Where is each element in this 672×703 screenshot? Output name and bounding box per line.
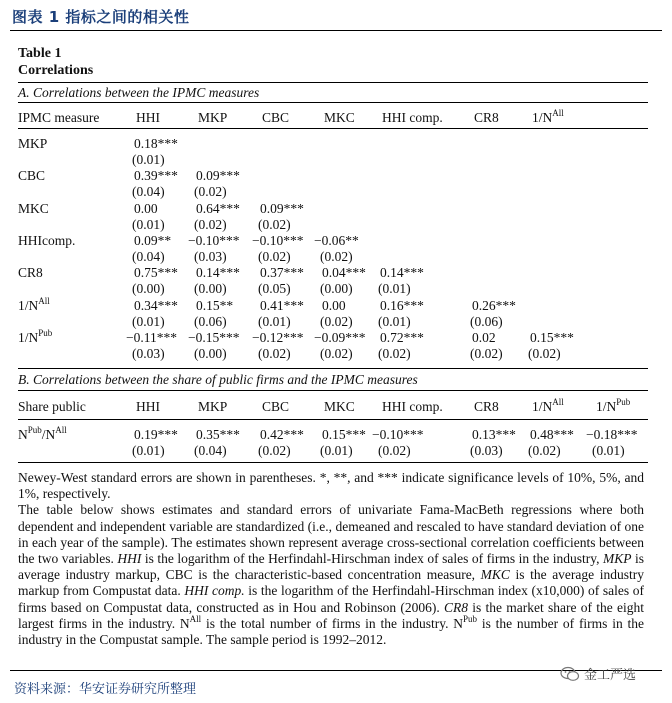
panel-a-col-header: MKP (198, 110, 228, 125)
panel-b-col-header: CR8 (474, 399, 499, 414)
panel-a-value: 0.15** (196, 297, 234, 313)
panel-a-value: 0.09** (134, 232, 172, 248)
panel-a-se: (0.02) (528, 345, 561, 361)
rule-panel-b-sub (18, 390, 648, 391)
panel-a-value: 0.04*** (322, 265, 366, 281)
panel-b-value: 0.15*** (322, 427, 366, 442)
panel-b-col-header: $1/N^{All}$ (532, 397, 564, 414)
panel-a-row-label: $1/N^{All}$ (18, 295, 50, 313)
panel-b-value: 0.48*** (530, 427, 574, 442)
panel-a-se: (0.00) (194, 281, 227, 297)
panel-a-value: 0.39*** (134, 168, 178, 184)
panel-a-value: 0.41*** (260, 297, 304, 313)
wechat-icon (560, 666, 580, 682)
panel-a-row-label: MKP (18, 136, 48, 151)
panel-a-row-label: HHIcomp. (18, 232, 76, 248)
panel-b-se: (0.03) (470, 443, 503, 458)
panel-a-value: 0.14*** (380, 265, 424, 281)
panel-a-value: 0.02 (472, 329, 496, 345)
panel-a-se: (0.02) (378, 345, 411, 361)
panel-b-row-label: $N^{Pub}/N^{All}$ (18, 425, 67, 442)
table-notes (18, 470, 644, 648)
panel-a-se: (0.02) (320, 345, 353, 361)
panel-b-col-header: CBC (262, 399, 290, 414)
panel-a-se: (0.00) (194, 345, 227, 361)
panel-a-se: (0.02) (258, 216, 291, 232)
panel-b-se: (0.02) (528, 443, 561, 458)
rule-panel-b-top (18, 368, 648, 369)
top-rule (10, 30, 662, 31)
panel-b-se: (0.04) (194, 443, 227, 458)
table-label: Table 1 (18, 46, 62, 61)
panel-a-value: 0.75*** (134, 265, 178, 281)
table-name: Correlations (18, 63, 94, 78)
panel-a-se: (0.00) (320, 281, 353, 297)
figure-title: 图表 1 指标之间的相关性 (12, 8, 190, 26)
panel-b-value: 0.19*** (134, 427, 178, 442)
notes-description: The table below shows estimates and standard errors of univariate Fama-MacBeth regressions where both dependent and independent variable are standardized (i.e., demeaned and rescaled to have standard deviation of one in each year of the sample). The estimates shown represent average cross-sectional correlation coefficients between the two variables. HHI is the logarithm of the Herfindahl-Hirschman index of sales of firms in the industry, MKP is average industry markup, CBC is the characteristic-based concentration measure, MKC is the average industry markup from Compustat data. HHI comp. is the logarithm of the Herfindahl-Hirschman index (x10,000) of sales of firms based on Compustat data, constructed as in Hou and Robinson (2006). CR8 is the market share of the eight largest firms in the industry. $N^{All}$ is the total number of firms in the industry. $N^{Pub}$ is the number of firms in the industry in the Compustat sample. The sample period is 1992–2012. (18, 502, 645, 648)
panel-a-col-header: $1/N^{All}$ (532, 108, 564, 125)
panel-a-value: 0.26*** (472, 297, 516, 313)
panel-a-value: 0.15*** (530, 329, 574, 345)
panel-a-value: −0.15*** (188, 329, 240, 345)
panel-a-se: (0.01) (258, 313, 291, 329)
panel-a-value: 0.72*** (380, 329, 424, 345)
panel-b-value: 0.35*** (196, 427, 240, 442)
panel-a-value: 0.18*** (134, 136, 178, 151)
panel-a-col-header: HHI (136, 110, 160, 125)
table-block (18, 46, 648, 466)
panel-a-col-header: CBC (262, 110, 290, 125)
panel-a-se: (0.02) (258, 345, 291, 361)
panel-a-value: 0.37*** (260, 265, 304, 281)
panel-a-se: (0.01) (378, 281, 411, 297)
panel-a-se: (0.06) (470, 313, 503, 329)
rule-panel-b-header (18, 419, 648, 420)
panel-b-se: (0.01) (132, 443, 165, 458)
panel-a-value: −0.10*** (188, 232, 240, 248)
panel-b-value: −0.18*** (586, 427, 638, 442)
panel-a-row-label: CR8 (18, 265, 43, 281)
panel-b-value: −0.10*** (372, 427, 424, 442)
panel-a-se: (0.03) (194, 248, 227, 264)
panel-b-se: (0.01) (320, 443, 353, 458)
panel-a-value: −0.12*** (252, 329, 304, 345)
panel-a-value: 0.09*** (260, 200, 304, 216)
panel-a-value: 0.14*** (196, 265, 240, 281)
panel-a-col-header: HHI comp. (382, 110, 443, 125)
panel-b-se: (0.02) (378, 443, 411, 458)
panel-a-se: (0.02) (320, 248, 353, 264)
panel-a-value: 0.00 (134, 200, 158, 216)
panel-b-col-header: MKP (198, 399, 228, 414)
panel-a-se: (0.01) (132, 313, 165, 329)
panel-a-se: (0.02) (320, 313, 353, 329)
logo-text: 金工严选 (584, 668, 637, 683)
panel-a-value: 0.00 (322, 297, 346, 313)
panel-a-se: (0.02) (470, 345, 503, 361)
panel-b-col-header: $1/N^{Pub}$ (596, 397, 631, 414)
wechat-logo (560, 664, 636, 683)
rule-table-bottom (18, 462, 648, 463)
panel-a-col-header: CR8 (474, 110, 499, 125)
panel-a-value: −0.06** (314, 232, 359, 248)
panel-a-row-label: MKC (18, 200, 49, 216)
panel-a-value: 0.64*** (196, 200, 240, 216)
panel-b-value: 0.13*** (472, 427, 516, 442)
panel-a-se: (0.04) (132, 248, 165, 264)
panel-b-title: B. Correlations between the share of public firms and the IPMC measures (18, 372, 418, 387)
rule-panel-a-header (18, 128, 648, 129)
panel-a-se: (0.02) (194, 184, 227, 200)
panel-a-se: (0.04) (132, 184, 165, 200)
panel-a-value: −0.09*** (314, 329, 366, 345)
panel-a-value: 0.34*** (134, 297, 178, 313)
panel-a-se: (0.00) (132, 281, 165, 297)
panel-a-se: (0.03) (132, 345, 165, 361)
rule-panel-a-sub (18, 102, 648, 103)
panel-a-col-header: MKC (324, 110, 355, 125)
panel-a-title: A. Correlations between the IPMC measures (18, 85, 260, 100)
panel-b-value: 0.42*** (260, 427, 304, 442)
panel-a-se: (0.01) (132, 216, 165, 232)
panel-a-value: −0.10*** (252, 232, 304, 248)
panel-a-se: (0.01) (132, 152, 165, 167)
panel-a-value: 0.09*** (196, 168, 240, 184)
panel-a-value: 0.16*** (380, 297, 424, 313)
panel-a-se: (0.06) (194, 313, 227, 329)
source-note: 资料来源：华安证券研究所整理 (14, 682, 197, 697)
panel-b-col-header: HHI (136, 399, 160, 414)
panel-a-col-header: IPMC measure (18, 110, 100, 125)
panel-a-se: (0.05) (258, 281, 291, 297)
panel-a-row-label: $1/N^{Pub}$ (18, 327, 53, 345)
panel-b-col-header: HHI comp. (382, 399, 443, 414)
rule-panel-a-top (18, 82, 648, 83)
panel-b-col-header: Share public (18, 399, 86, 414)
panel-a-value: −0.11*** (126, 329, 177, 345)
panel-b-se: (0.02) (258, 443, 291, 458)
notes-significance: Newey-West standard errors are shown in parentheses. *, **, and *** indicate significance levels of 10%, 5%, and 1%, respectively. (18, 470, 644, 502)
panel-a-se: (0.02) (194, 216, 227, 232)
panel-b-se: (0.01) (592, 443, 625, 458)
panel-a-se: (0.02) (258, 248, 291, 264)
panel-b-col-header: MKC (324, 399, 355, 414)
panel-a-se: (0.01) (378, 313, 411, 329)
panel-a-row-label: CBC (18, 168, 46, 184)
